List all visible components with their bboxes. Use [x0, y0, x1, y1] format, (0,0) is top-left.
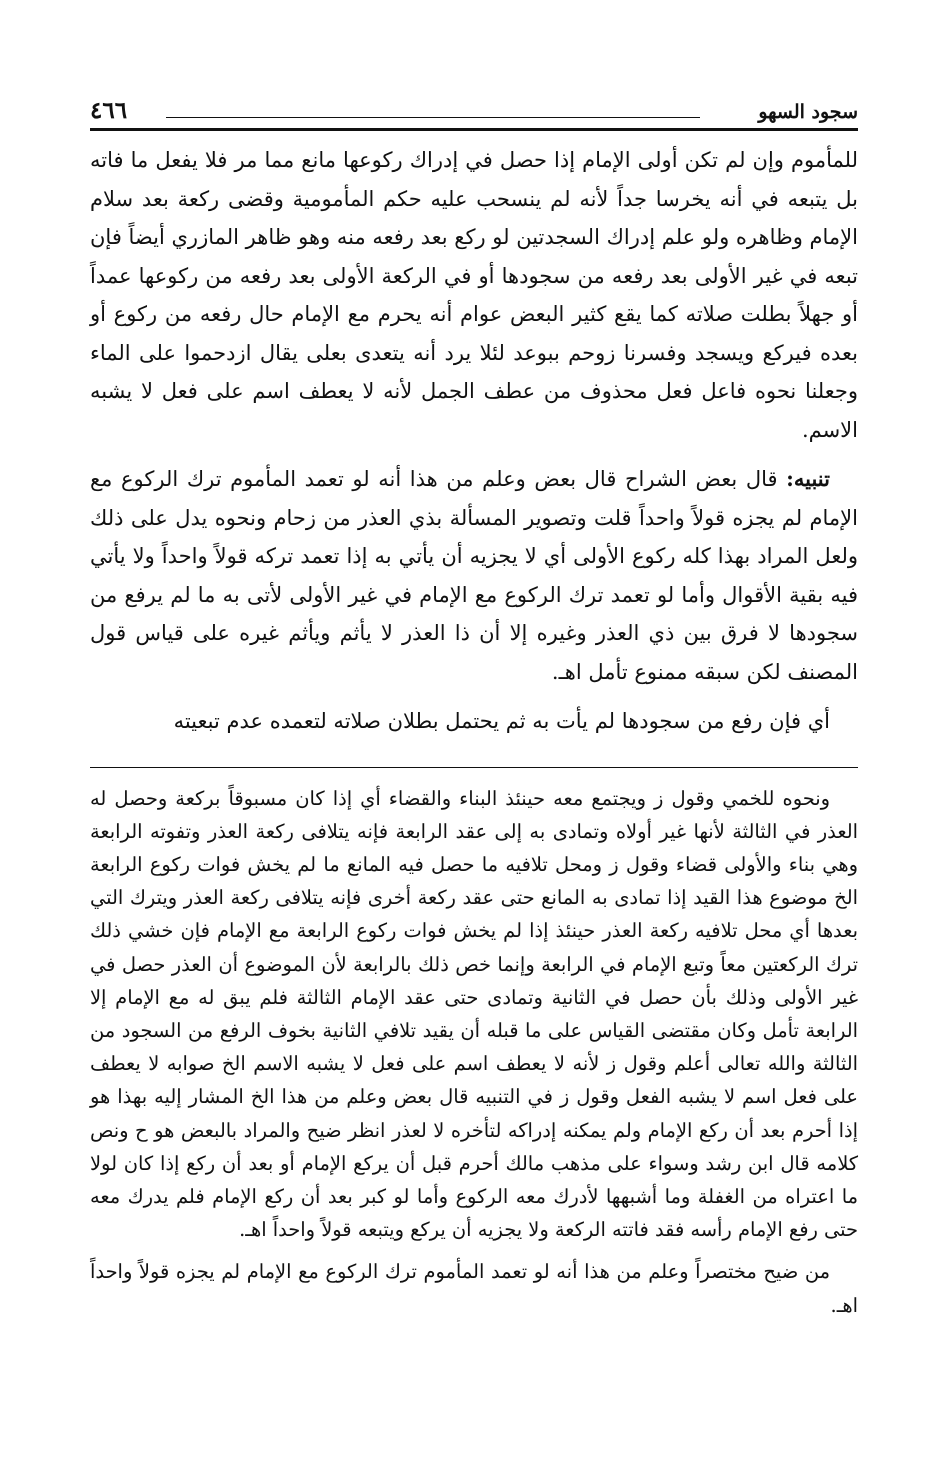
footnote-paragraph-1: ونحوه للخمي وقول ز ويجتمع معه حينئذ البناء والقضاء أي إذا كان مسبوقاً بركعة وحصل له العذر في الثالثة لأنها غير أولاه وتمادى به إلى عقد الرابعة فإنه يتلافى ركعة العذر وتفوته الرابعة وهي بناء والأولى قضاء وقول ز ومحل تلافيه ما حصل فيه المانع ما لم يخش فوات ركوع الرابعة الخ موضوع هذا القيد إذا تمادى به المانع حتى عقد ركعة أخرى فإنه يتلافى ركعة العذر ويترك التي بعدها أي محل تلافيه ركعة العذر حينئذ إذا لم يخش فوات ركوع الرابعة مع الإمام فإن خشي ذلك ترك الركعتين معاً وتبع الإمام في الرابعة وإنما خص ذلك بالرابعة لأن الموضوع أن العذر حصل في غير الأولى وذلك بأن حصل في الثانية وتمادى حتى عقد الإمام الثالثة فلم يبق له مع الإمام إلا الرابعة تأمل وكان مقتضى القياس على ما قبله أن يقيد تلافي الثانية بخوف الرفع من السجود من الثالثة والله تعالى أعلم وقول ز لأنه لا يعطف اسم على فعل لا يشبه الاسم الخ صوابه لا يعطف على فعل اسم لا يشبه الفعل وقول ز في التنبيه قال بعض وعلم من هذا الخ المشار إليه بهذا هو إذا أحرم بعد أن ركع الإمام ولم يمكنه إدراكه لتأخره لا لعذر انظر ضيح والمراد بالبعض هو ح ونص كلامه قال ابن رشد وسواء على مذهب مالك أحرم قبل أن يركع الإمام أو بعد أن ركع إذا كان لولا ما اعتراه من الغفلة وما أشبهها لأدرك معه الركوع وأما لو كبر بعد أن ركع الإمام فلم يدرك معه حتى رفع الإمام رأسه فقد فاتته الركعة ولا يجزيه أن يركع ويتبعه قولاً واحداً اهـ.: [90, 786, 858, 1242]
notice-text: قال بعض الشراح قال بعض وعلم من هذا أنه لو تعمد المأموم ترك الركوع مع الإمام لم يجزه قولاً واحداً قلت وتصوير المسألة بذي العذر من زحام ونحوه يدل على ذلك ولعل المراد بهذا كله ركوع الأولى أي لا يجزيه أن يأتي به إذا تعمد تركه قولاً واحداً ولا يأتي فيه بقية الأقوال وأما لو تعمد ترك الركوع مع الإمام في غير الأولى لأتى به ما لم يرفع من سجودها لا فرق بين ذي العذر وغيره إلا أن ذا العذر لا يأثم ويأثم غيره على قياس قول المصنف لكن سبقه ممنوع تأمل اهـ.: [90, 467, 858, 684]
notice-label: تنبيه:: [786, 466, 830, 491]
running-title: سجود السهو: [758, 101, 858, 123]
running-header: [90, 88, 858, 131]
footnote-separator: [90, 767, 858, 768]
header-rule: [166, 117, 700, 118]
footnote-paragraph-2: من ضيح مختصراً وعلم من هذا أنه لو تعمد المأموم ترك الركوع مع الإمام لم يجزه قولاً واحداً اهـ.: [90, 1260, 858, 1317]
main-text: [90, 141, 858, 741]
book-page: [90, 88, 858, 1448]
main-paragraph-2: [90, 460, 858, 691]
page-number: ٤٦٦: [90, 97, 128, 124]
main-paragraph-3: أي فإن رفع من سجودها لم يأت به ثم يحتمل بطلان صلاته لتعمده عدم تبعيته: [173, 709, 830, 733]
footnotes: [90, 782, 858, 1322]
main-paragraph-1: للمأموم وإن لم تكن أولى الإمام إذا حصل في إدراك ركوعها مانع مما مر فلا يفعل ما فاته بل يتبعه في أنه يخرسا جداً لأنه لم ينسحب عليه حكم المأمومية وقضى ركعة بعد سلام الإمام وظاهره ولو علم إدراك السجدتين لو ركع بعد رفعه منه وهو ظاهر المازري أيضاً فإن تبعه في غير الأولى بعد رفعه من سجودها أو في الركعة الأولى بعد رفعه من ركوعها عمداً أو جهلاً بطلت صلاته كما يقع كثير البعض عوام أنه يحرم مع الإمام حال رفعه من ركوع أو بعده فيركع ويسجد وفسرنا زوحم ببوعد لئلا يرد أنه يتعدى بعلى يقال ازدحموا على الماء وجعلنا نحوه فاعل فعل محذوف من عطف الجمل لأنه لا يعطف اسم على فعل لا يشبه الاسم.: [90, 148, 858, 442]
